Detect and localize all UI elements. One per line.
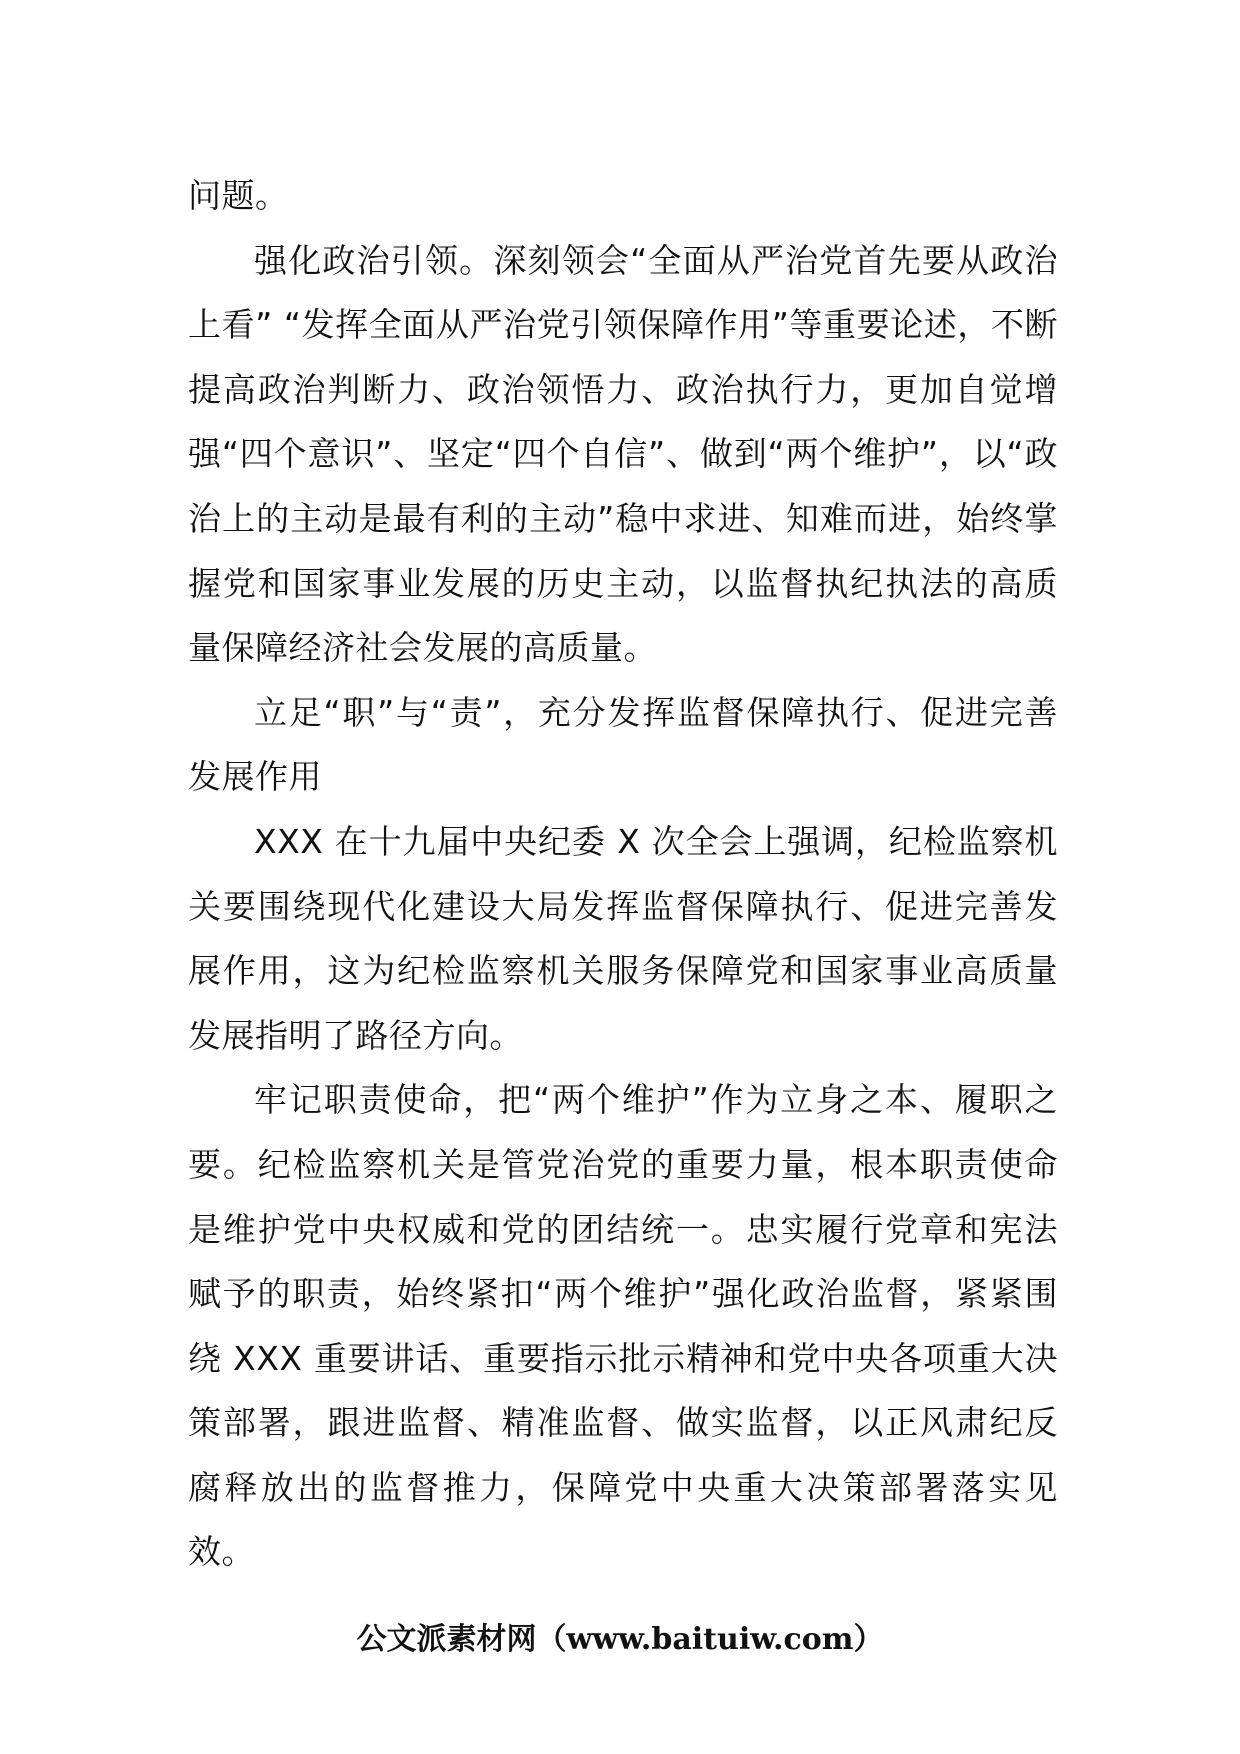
paragraph-duty-mission: 牢记职责使命，把“两个维护”作为立身之本、履职之要。纪检监察机关是管党治党的重要力量，根本职责使命是维护党中央权威和党的团结统一。忠实履行党章和宪法赋予的职责，始终紧扣“两个维护”强化政治监督，紧紧围绕 XXX 重要讲话、重要指示批示精神和党中央各项重大决策部署，跟进监督、精准监督、做实监督，以正风肃纪反腐释放出的监督推力，保障党中央重大决策部署落实见效。 xyxy=(188,1080,1058,1572)
paragraph-plenary-session: XXX 在十九届中央纪委 X 次全会上强调，纪检监察机关要围绕现代化建设大局发挥监督保障执行、促进完善发展作用，这为纪检监察机关服务保障党和国家事业高质量发展指明了路径方向。 xyxy=(188,821,1058,1055)
section-heading: 立足“职”与“责”，充分发挥监督保障执行、促进完善发展作用 xyxy=(188,692,1058,797)
footer-watermark: 公文派素材网（www.baituiw.com） xyxy=(356,1622,884,1657)
document-body xyxy=(188,164,1058,1585)
paragraph-continuation: 问题。 xyxy=(188,176,289,215)
paragraph-political-leadership: 强化政治引领。深刻领会“全面从严治党首先要从政治上看” “发挥全面从严治党引领保障作用”等重要论述，不断提高政治判断力、政治领悟力、政治执行力，更加自觉增强“四个意识”、坚定“四个自信”、做到“两个维护”，以“政治上的主动是最有利的主动”稳中求进、知难而进，始终掌握党和国家事业发展的历史主动，以监督执纪执法的高质量保障经济社会发展的高质量。 xyxy=(188,240,1058,668)
